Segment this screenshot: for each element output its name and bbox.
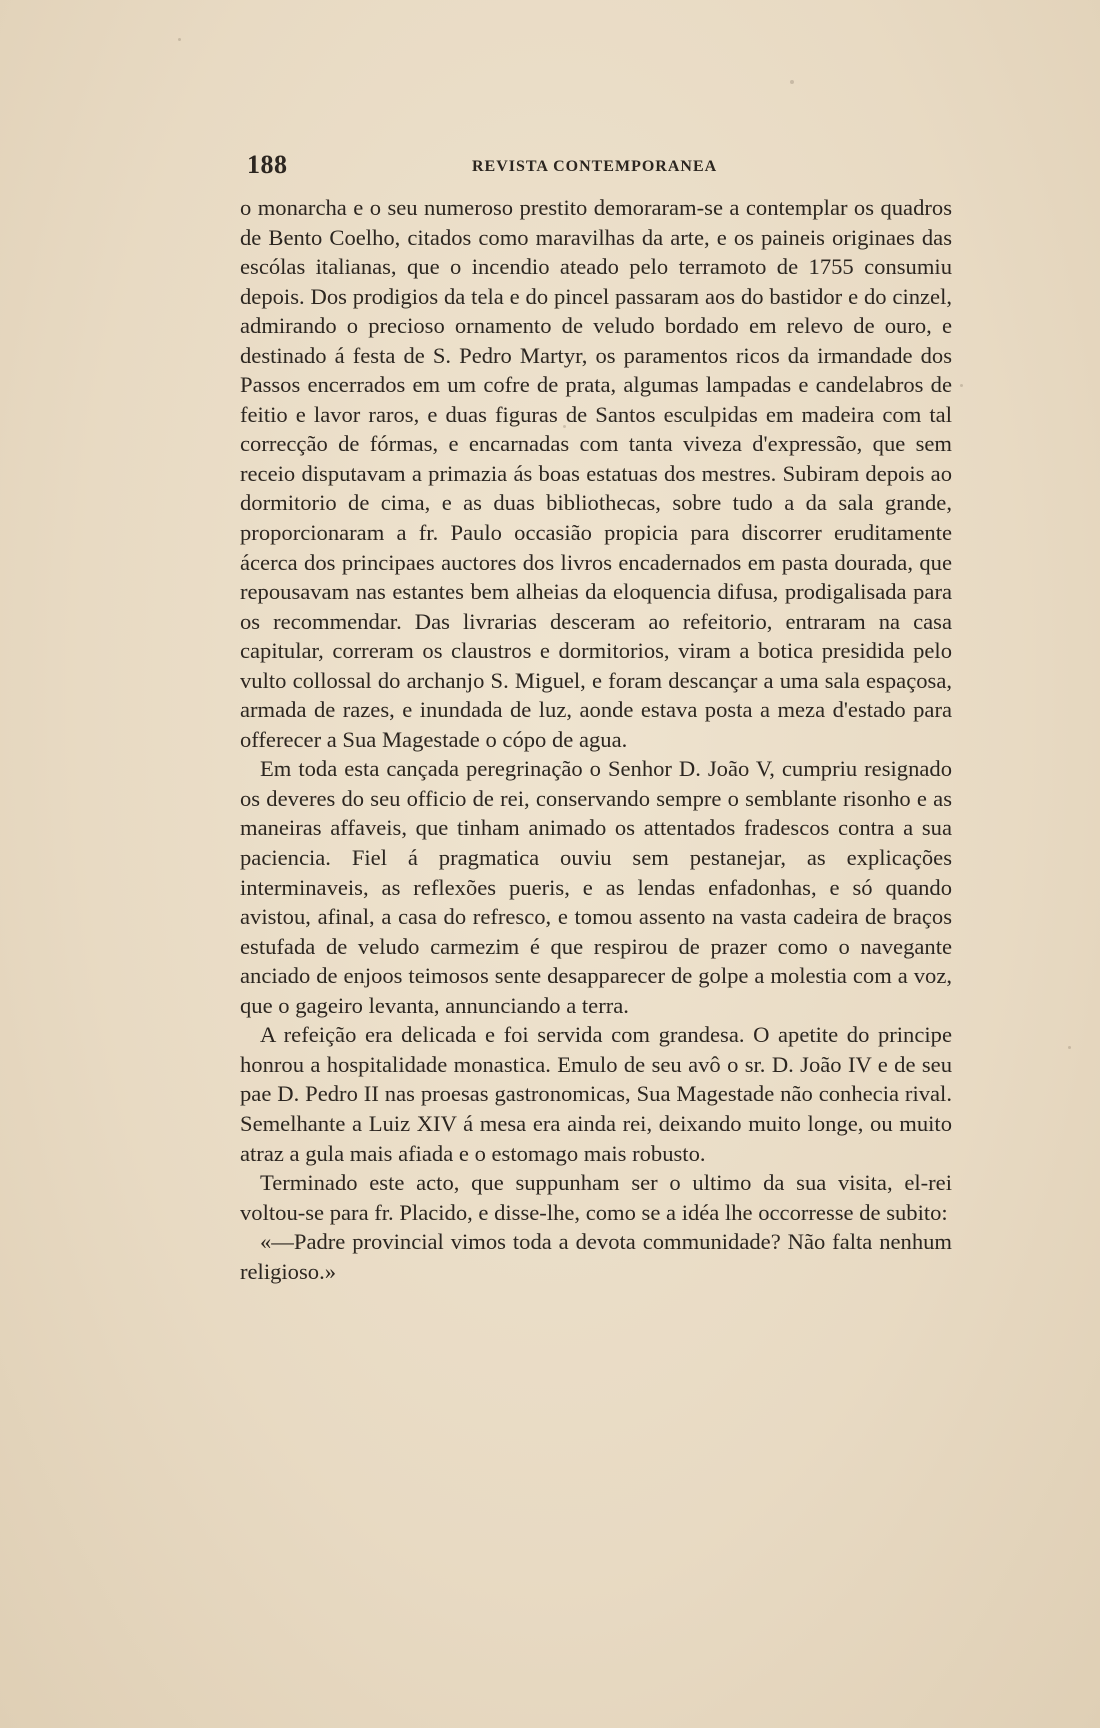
page-number: 188 xyxy=(247,150,288,179)
paper-speck xyxy=(1068,1046,1071,1049)
paragraph-3: A refeição era delicada e foi servida com grandesa. O apetite do principe honrou a hospitalidade monastica. Emulo de seu avô o sr. D. João IV e de seu pae D. Pedro II nas proesas gastronomicas, Sua Magestade não conhecia rival. Semelhante a Luiz XIV á mesa era ainda rei, deixando muito longe, ou muito atraz a gula mais afiada e o estomago mais robusto. xyxy=(240,1022,952,1166)
paper-speck xyxy=(563,425,566,428)
running-head: REVISTA CONTEMPORANEA xyxy=(472,158,718,175)
paragraph-1: o monarcha e o seu numeroso prestito demoraram-se a contemplar os quadros de Bento Coelho, citados como maravilhas da arte, e os paineis originaes das escólas italianas, que o incendio ateado pelo terramoto de 1755 consumiu depois. Dos prodigios da tela e do pincel passaram aos do bastidor e do cinzel, admirando o precioso ornamento de veludo bordado em relevo de ouro, e destinado á festa de S. Pedro Martyr, os paramentos ricos da irmandade dos Passos encerrados em um cofre de prata, algumas lampadas e candelabros de feitio e lavor raros, e duas figuras de Santos esculpidas em madeira com tal correcção de fórmas, e encarnadas com tanta viveza d'expressão, que sem receio disputavam a primazia ás boas estatuas dos mestres. Subiram depois ao dormitorio de cima, e as duas bibliothecas, sobre tudo a da sala grande, proporcionaram a fr. Paulo occasião propicia para discorrer eruditamente ácerca dos principaes auctores dos livros encadernados em pasta dourada, que repousavam nas estantes bem alheias da eloquencia difusa, prodigalisada para os recommendar. Das livrarias desceram ao refeitorio, entraram na casa capitular, correram os claustros e dormitorios, viram a botica presidida pelo vulto collossal do archanjo S. Miguel, e foram descançar a uma sala espaçosa, armada de razes, e inundada de luz, aonde estava posta a meza d'estado para offerecer a Sua Magestade o cópo de agua. xyxy=(240,195,952,752)
paragraph-4: Terminado este acto, que suppunham ser o ultimo da sua visita, el-rei voltou-se para fr. Placido, e disse-lhe, como se a idéa lhe occorresse de subito: xyxy=(240,1170,952,1225)
paper-speck xyxy=(960,384,963,387)
paper-speck xyxy=(790,80,794,84)
paragraph-5: «—Padre provincial vimos toda a devota communidade? Não falta nenhum religioso.» xyxy=(240,1229,952,1284)
body-text xyxy=(240,193,952,1286)
paper-speck xyxy=(178,38,181,41)
paragraph-2: Em toda esta cançada peregrinação o Senhor D. João V, cumpriu resignado os deveres do seu officio de rei, conservando sempre o semblante risonho e as maneiras affaveis, que tinham animado os attentados fradescos contra a sua paciencia. Fiel á pragmatica ouviu sem pestanejar, as explicações interminaveis, as reflexões pueris, e as lendas enfadonhas, e só quando avistou, afinal, a casa do refresco, e tomou assento na vasta cadeira de braços estufada de veludo carmezim é que respirou de prazer como o navegante anciado de enjoos teimosos sente desapparecer de golpe a molestia com a voz, que o gageiro levanta, annunciando a terra. xyxy=(240,756,952,1018)
page-header xyxy=(247,150,957,184)
